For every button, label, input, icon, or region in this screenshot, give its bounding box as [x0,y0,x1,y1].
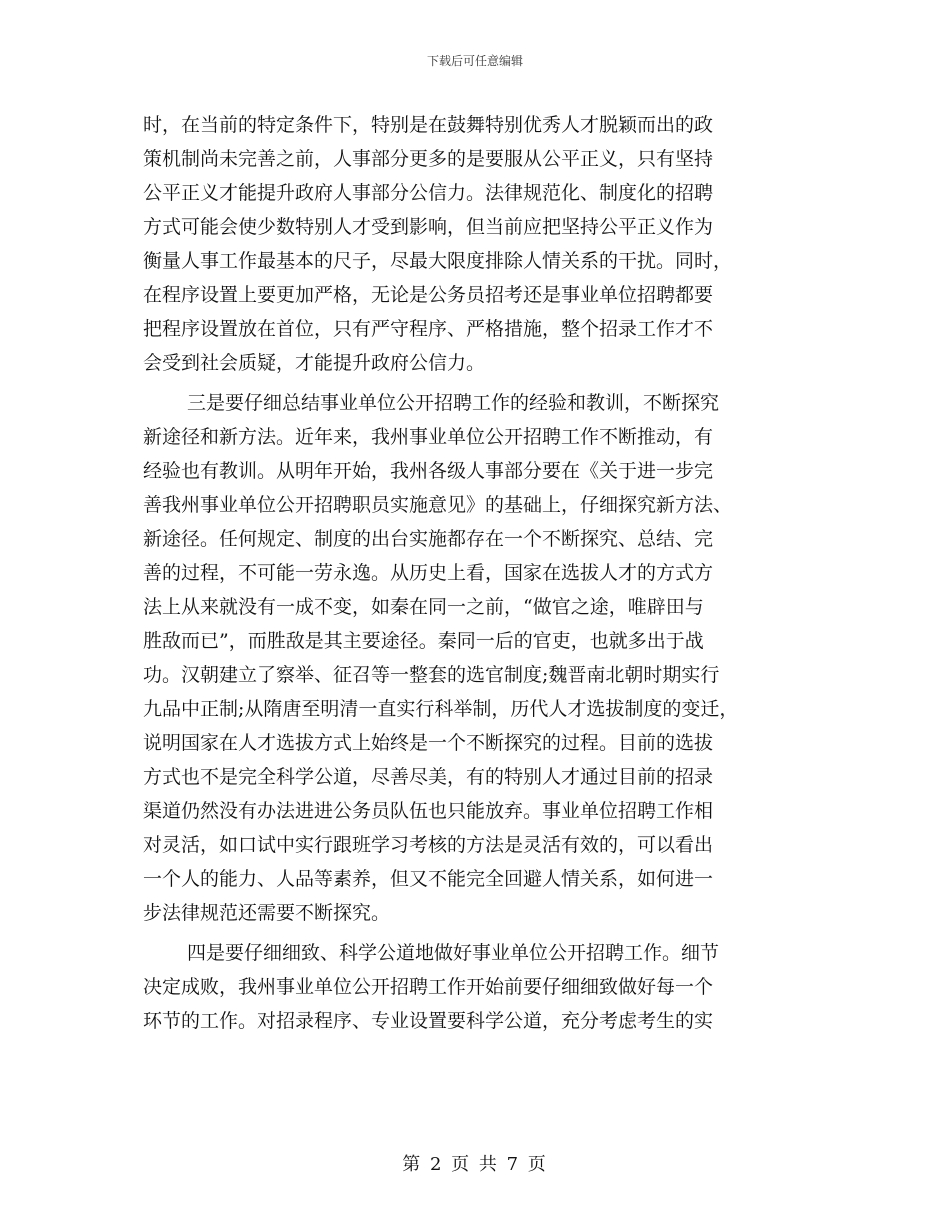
text-line: 功。汉朝建立了察举、征召等一整套的选官制度;魏晋南北朝时期实行 [143,664,720,686]
text-line: 九品中正制;从隋唐至明清一直实行科举制，历代人才选拔制度的变迁， [143,698,739,720]
text-line: 公平正义才能提升政府人事部分公信力。法律规范化、制度化的招聘 [143,182,714,204]
text-line: 衡量人事工作最基本的尺子，尽最大限度排除人情关系的干扰。同时， [143,250,733,272]
page-header: 下载后可任意编辑 [426,54,523,68]
paragraph [143,108,808,380]
paragraph [143,386,808,930]
text-line: 时，在当前的特定条件下，特别是在鼓舞特别优秀人才脱颖而出的政 [143,114,714,136]
text-line: 会受到社会质疑，才能提升政府公信力。 [143,352,486,374]
text-line: 方式可能会使少数特别人才受到影响，但当前应把坚持公平正义作为 [143,216,714,238]
text-line: 决定成败，我州事业单位公开招聘工作开始前要仔细细致做好每一个 [143,976,714,998]
text-line: 把程序设置放在首位，只有严守程序、严格措施，整个招录工作才不 [143,318,714,340]
text-line: 策机制尚未完善之前，人事部分更多的是要服从公平正义，只有坚持 [143,148,714,170]
text-line: 对灵活，如口试中实行跟班学习考核的方法是灵活有效的，可以看出 [143,834,714,856]
text-line: 经验也有教训。从明年开始，我州各级人事部分要在《关于进一步完 [143,460,714,482]
text-line: 渠道仍然没有办法进进公务员队伍也只能放弃。事业单位招聘工作相 [143,800,714,822]
paragraph [143,936,808,1038]
text-line: 方式也不是完全科学公道，尽善尽美，有的特别人才通过目前的招录 [143,766,714,788]
document-body [143,108,808,1038]
text-line: 胜敌而已”，而胜敌是其主要途径。秦同一后的官吏，也就多出于战 [143,630,704,652]
text-line: 一个人的能力、人品等素养，但又不能完全回避人情关系，如何进一 [143,868,714,890]
text-line: 法上从来就没有一成不变，如秦在同一之前，“做官之途，唯辟田与 [143,596,704,618]
text-line: 四是要仔细细致、科学公道地做好事业单位公开招聘工作。细节 [187,942,720,964]
text-line: 新途径。任何规定、制度的出台实施都存在一个不断探究、总结、完 [143,528,714,550]
text-line: 在程序设置上要更加严格，无论是公务员招考还是事业单位招聘都要 [143,284,714,306]
text-line: 三是要仔细总结事业单位公开招聘工作的经验和教训，不断探究 [187,392,720,414]
page-footer: 第 2 页 共 7 页 [402,1154,548,1175]
text-line: 说明国家在人才选拔方式上始终是一个不断探究的过程。目前的选拔 [143,732,714,754]
text-line: 环节的工作。对招录程序、专业设置要科学公道，充分考虑考生的实 [143,1010,714,1032]
text-line: 步法律规范还需要不断探究。 [143,902,391,924]
text-line: 善我州事业单位公开招聘职员实施意见》的基础上，仔细探究新方法、 [143,494,733,516]
text-line: 善的过程，不可能一劳永逸。从历史上看，国家在选拔人才的方式方 [143,562,714,584]
text-line: 新途径和新方法。近年来，我州事业单位公开招聘工作不断推动，有 [143,426,714,448]
